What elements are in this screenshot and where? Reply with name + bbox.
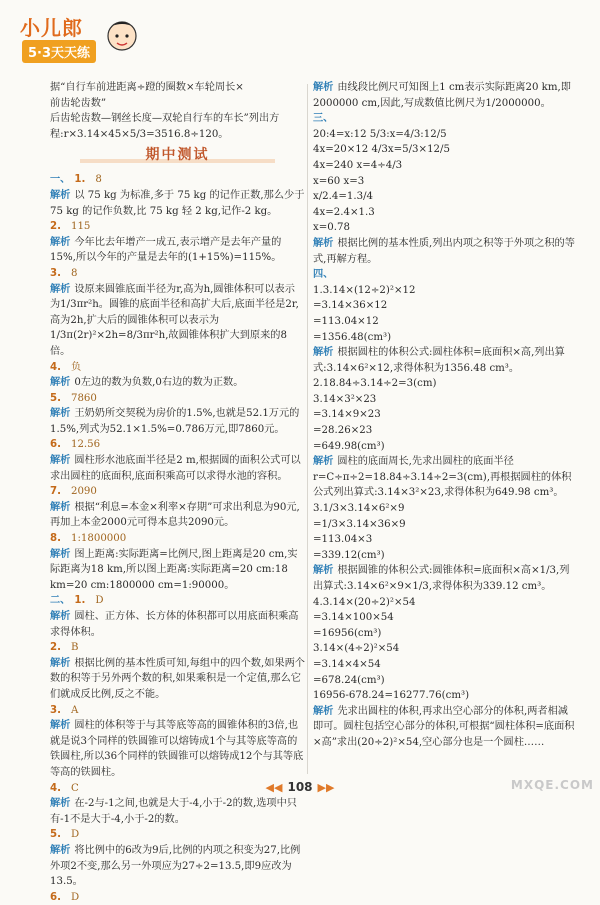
analysis-text: 以 75 kg 为标准,多于 75 kg 的记作正数,那么少于 75 kg 的记作负数,比 75 kg 轻 2 kg,记作-2 kg。 bbox=[50, 189, 305, 217]
column-divider bbox=[307, 84, 308, 774]
calc-line: 4.3.14×(20÷2)²×54 bbox=[313, 596, 416, 608]
analysis-label: 解析 bbox=[50, 283, 71, 295]
analysis-text: 圆柱的体积等于与其等底等高的圆锥体积的3倍,也就是说3个同样的铁圆锥可以熔铸成1个与其等底等高的铁圆柱,所以36个同样的铁圆锥可以熔铸成12个与其等底等高的铁圆柱。 bbox=[50, 720, 304, 778]
mascot-icon bbox=[104, 14, 140, 56]
calc-line: =339.12(cm³) bbox=[313, 549, 385, 561]
text-line: 据“自行车前进距离÷蹬的圈数×车轮周长× bbox=[50, 82, 244, 93]
part-label: 二、 bbox=[50, 595, 71, 607]
analysis-text: 由线段比例尺可知图上1 cm表示实际距离20 km,即2000000 cm,因此,写成数值比例尺为1/2000000。 bbox=[313, 82, 571, 109]
answer: 1:1800000 bbox=[70, 533, 127, 545]
page-number: 108 bbox=[287, 780, 313, 794]
next-page-icon[interactable]: ▶▶ bbox=[317, 780, 335, 794]
calc-line: 3.1/3×3.14×6²×9 bbox=[313, 503, 405, 515]
question-number: 1. bbox=[74, 174, 86, 186]
analysis-label: 解析 bbox=[50, 844, 71, 856]
analysis-text: 先求出圆柱的体积,再求出空心部分的体积,两者相减即可。圆柱包括空心部分的体积,可根据“圆柱体积=底面积×高”求出(20÷2)²×54,空心部分也是一个圆柱…… bbox=[313, 705, 575, 748]
analysis-text: 圆柱形水池底面半径是2 m,根据圆的面积公式可以求出圆柱的底面积,底面积乘高可以求得水池的容积。 bbox=[50, 455, 301, 482]
analysis-text: 设原来圆锥底面半径为r,高为h,圆锥体积可以表示为1/3πr²h。圆锥的底面半径和高扩大后,底面半径是2r,高为2h,扩大后的圆锥体积可以表示为1/3π(2r)²×2h=8/3πr²h,故圆锥体积扩大到原来的8倍。 bbox=[50, 283, 299, 357]
analysis-text: 根据圆锥的体积公式:圆锥体积=底面积×高×1/3,列出算式:3.14×6²×9×1/3,求得体积为339.12 cm³。 bbox=[313, 565, 570, 592]
answer: 8 bbox=[70, 267, 78, 279]
analysis-text: 根据圆柱的体积公式:圆柱体积=底面积×高,列出算式:3.14×6²×12,求得体积为1356.48 cm³。 bbox=[313, 347, 565, 374]
analysis-text: 圆柱、正方体、长方体的体积都可以用底面积乘高求得体积。 bbox=[50, 611, 299, 638]
question-number: 8. bbox=[50, 533, 61, 545]
answer: D bbox=[70, 891, 80, 903]
calc-line: =3.14×100×54 bbox=[313, 612, 394, 624]
calc-line: =113.04×12 bbox=[313, 315, 379, 327]
analysis-label: 解析 bbox=[50, 798, 71, 810]
calc-line: =113.04×3 bbox=[313, 534, 373, 546]
analysis-label: 解析 bbox=[50, 501, 71, 513]
question-number: 5. bbox=[50, 829, 61, 841]
question-number: 2. bbox=[50, 221, 61, 233]
text-line: 前齿轮齿数” bbox=[50, 97, 107, 109]
calc-line: =1/3×3.14×36×9 bbox=[313, 518, 406, 530]
question-number: 2. bbox=[50, 642, 61, 654]
analysis-label: 解析 bbox=[313, 82, 334, 93]
answer: 12.56 bbox=[70, 439, 101, 451]
question-number: 4. bbox=[50, 782, 61, 794]
calc-line: 1.3.14×(12÷2)²×12 bbox=[313, 284, 416, 296]
answer: 7860 bbox=[70, 392, 97, 404]
equation-line: 20:4=x:12 5/3:x=4/3:12/5 bbox=[313, 128, 447, 140]
answer: 8 bbox=[95, 174, 102, 186]
calc-line: =3.14×36×12 bbox=[313, 300, 388, 312]
answer: 负 bbox=[70, 361, 82, 373]
calc-line: =16956(cm³) bbox=[313, 627, 382, 639]
analysis-label: 解析 bbox=[50, 548, 71, 560]
analysis-label: 解析 bbox=[50, 611, 71, 622]
answer: D bbox=[70, 829, 80, 841]
analysis-text: 将比例中的6改为9后,比例的内项之积变为27,比例外项2不变,那么另一外项应为27÷2=13.5,即9应改为13.5。 bbox=[50, 844, 301, 888]
analysis-text: 王奶奶所交契税为房价的1.5%,也就是52.1万元的1.5%,列式为52.1×1.5%=0.786万元,即7860元。 bbox=[50, 408, 300, 435]
section-header bbox=[50, 148, 305, 172]
calc-line: 2.18.84÷3.14÷2=3(cm) bbox=[313, 378, 437, 390]
analysis-text: 在-2与-1之间,也就是大于-4,小于-2的数,选项中只有-1不是大于-4,小于-2的数。 bbox=[50, 798, 297, 825]
calc-line: =649.98(cm³) bbox=[313, 440, 385, 452]
answer: 115 bbox=[70, 221, 91, 233]
question-number: 6. bbox=[50, 439, 61, 451]
right-column bbox=[313, 80, 578, 751]
logo-title: 小儿郎 bbox=[20, 16, 83, 40]
calc-line: =678.24(cm³) bbox=[313, 674, 385, 686]
calc-line: =28.26×23 bbox=[313, 425, 373, 437]
calc-line: =1356.48(cm³) bbox=[313, 331, 392, 343]
equation-line: x=60 x=3 bbox=[313, 175, 365, 187]
answer: 2090 bbox=[70, 486, 97, 498]
analysis-text: 圆柱的底面周长,先求出圆柱的底面半径r=C÷π÷2=18.84÷3.14÷2=3(cm),再根据圆柱的体积公式列出算式:3.14×3²×23,求得体积为649.98 cm³。 bbox=[313, 456, 572, 499]
question-number: 6. bbox=[50, 891, 61, 903]
equation-line: 4x=20×12 4/3x=5/3×12/5 bbox=[313, 144, 450, 156]
logo-subtitle: 5·3天天练 bbox=[22, 40, 96, 63]
analysis-text: 根据比例的基本性质,列出内项之积等于外项之积的等式,再解方程。 bbox=[313, 237, 575, 265]
analysis-text: 根据“利息=本金×利率×存期”可求出利息为90元,再加上本金2000元可得本息共2090元。 bbox=[50, 501, 300, 529]
equation-line: 4x=240 x=4÷4/3 bbox=[313, 159, 403, 171]
question-number: 4. bbox=[50, 361, 61, 373]
analysis-text: 今年比去年增产一成五,表示增产是去年产量的15%,所以今年的产量是去年的(1+15%)=115%。 bbox=[50, 236, 282, 264]
question-number: 7. bbox=[50, 486, 61, 498]
brand-logo bbox=[18, 10, 148, 72]
analysis-text: 0左边的数为负数,0右边的数为正数。 bbox=[74, 377, 244, 389]
question-number: 1. bbox=[74, 595, 86, 607]
equation-line: 4x=2.4×1.3 bbox=[313, 206, 375, 218]
analysis-label: 解析 bbox=[50, 720, 71, 732]
section-title: 期中测试 bbox=[145, 147, 210, 164]
equation-line: x/2.4=1.3/4 bbox=[313, 191, 374, 203]
answer: B bbox=[70, 642, 79, 654]
answer: A bbox=[70, 704, 79, 716]
analysis-label: 解析 bbox=[313, 237, 334, 249]
analysis-label: 解析 bbox=[50, 236, 71, 248]
analysis-label: 解析 bbox=[50, 455, 71, 467]
question-number: 3. bbox=[50, 267, 61, 279]
analysis-label: 解析 bbox=[50, 408, 71, 420]
equation-line: x=0.78 bbox=[313, 222, 350, 234]
calc-line: =3.14×4×54 bbox=[313, 658, 381, 670]
analysis-label: 解析 bbox=[50, 657, 71, 669]
calc-line: 3.14×3²×23 bbox=[313, 393, 377, 405]
calc-line: 16956-678.24=16277.76(cm³) bbox=[313, 690, 470, 702]
text-line: 程:r×3.14×45×5/3=3516.8÷120。 bbox=[50, 128, 229, 140]
analysis-text: 根据比例的基本性质可知,每组中的四个数,如果两个数的积等于另外两个数的积,如果乘积是一个定值,那么它们就成反比例,反之不能。 bbox=[50, 657, 305, 700]
analysis-text: 图上距离:实际距离=比例尺,图上距离是20 cm,实际距离为18 km,所以图上距离:实际距离=20 cm:18 km=20 cm:1800000 cm=1:90000。 bbox=[50, 548, 298, 591]
analysis-label: 解析 bbox=[313, 705, 334, 717]
prev-page-icon[interactable]: ◀◀ bbox=[265, 780, 283, 794]
answer: C bbox=[70, 782, 79, 794]
analysis-label: 解析 bbox=[50, 377, 71, 389]
analysis-label: 解析 bbox=[50, 189, 71, 201]
question-number: 5. bbox=[50, 392, 61, 404]
analysis-label: 解析 bbox=[313, 456, 334, 468]
text-line: 后齿轮齿数—钢丝长度—双轮自行车的车长”列出方 bbox=[50, 113, 280, 125]
question-number: 3. bbox=[50, 704, 61, 716]
answer: D bbox=[95, 595, 104, 607]
calc-line: 3.14×(4÷2)²×54 bbox=[313, 643, 400, 655]
analysis-label: 解析 bbox=[313, 565, 334, 577]
part-label: 一、 bbox=[50, 174, 71, 186]
calc-line: =3.14×9×23 bbox=[313, 409, 381, 421]
part-label: 三、 bbox=[313, 113, 334, 125]
part-label: 四、 bbox=[313, 269, 334, 281]
analysis-label: 解析 bbox=[313, 347, 334, 359]
watermark: MXQE.COM bbox=[510, 778, 594, 792]
